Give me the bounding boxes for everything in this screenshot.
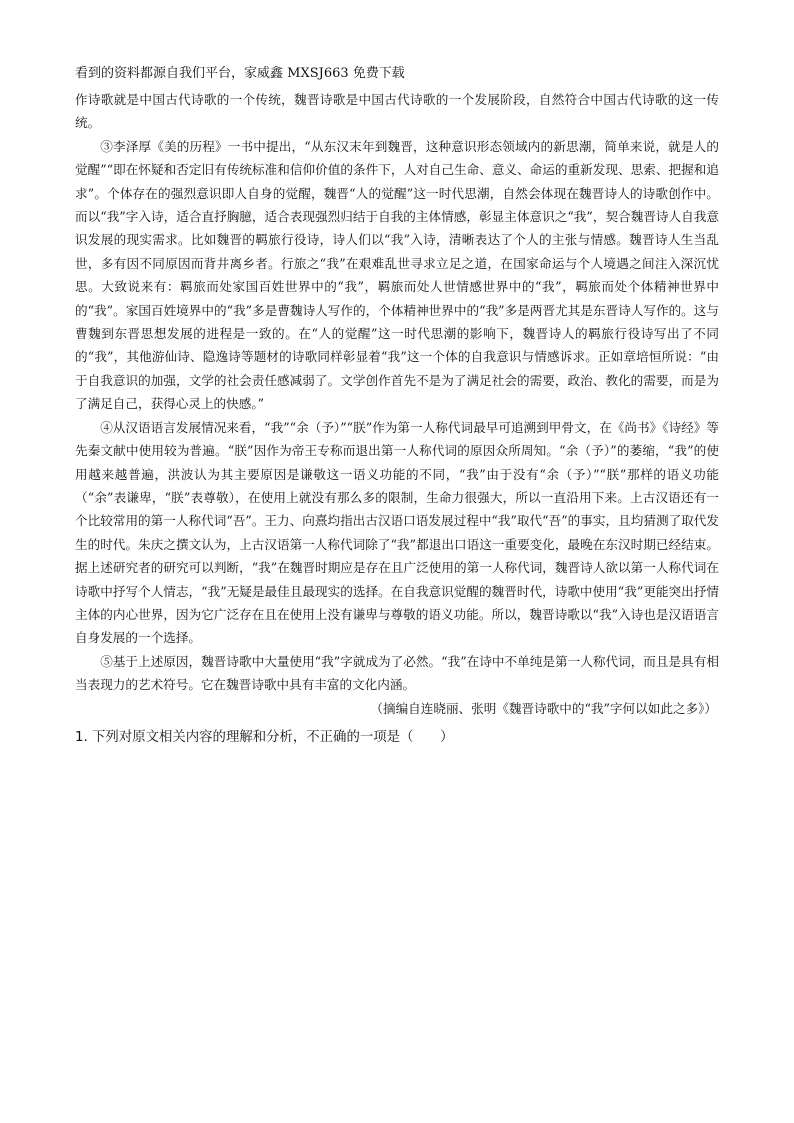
paragraph-5: ⑤基于上述原因，魏晋诗歌中大量使用“我”字就成为了必然。“我”在诗中不单纯是第一人称代词，而且是具有相当表现力的艺术符号。它在魏晋诗歌中具有丰富的文化内涵。 — [75, 653, 719, 693]
paragraph-continuation: 作诗歌就是中国古代诗歌的一个传统，魏晋诗歌是中国古代诗歌的一个发展阶段，自然符合中国古代诗歌的这一传统。 — [75, 92, 719, 131]
source-citation: （摘编自连晓丽、张明《魏晋诗歌中的“我”字何以如此之多》） — [370, 700, 717, 716]
paragraph-4: ④从汉语语言发展情况来看，“我”“余（予）”“朕”作为第一人称代词最早可追溯到甲骨文，在《尚书》《诗经》等先秦文献中使用较为普遍。“朕”因作为帝王专称而退出第一人称代词的原因众所周知。“余（予）”的萎缩，“我”的使用越来越普遍，洪波认为其主要原因是谦敬这一语义功能的不同，“我”由于没有“余（予）”“朕”那样的语义功能（“余”表谦卑，“朕”表尊敬），在使用上就没有那么多的限制，生命力很强大，所以一直沿用下来。上古汉语还有一个比较常用的第一人称代词“吾”。王力、向熹均指出古汉语口语发展过程中“我”取代“吾”的事实，且均猜测了取代发生的时代。朱庆之撰文认为，上古汉语第一人称代词除了“我”都退出口语这一重要变化，最晚在东汉时期已经结束。据上述研究者的研究可以判断，“我”在魏晋时期应是存在且广泛使用的第一人称代词，魏晋诗人欲以第一人称代词在诗歌中抒写个人情志，“我”无疑是最佳且最现实的选择。在自我意识觉醒的魏晋时代，诗歌中使用“我”更能突出抒情主体的内心世界，因为它广泛存在且在使用上没有谦卑与尊敬的语义功能。所以，魏晋诗歌以“我”入诗也是汉语语言自身发展的一个选择。 — [75, 419, 719, 646]
header-banner: 看到的资料都源自我们平台，家威鑫 MXSJ663 免费下载 — [75, 66, 405, 81]
document-page — [75, 64, 719, 750]
question-1: 1. 下列对原文相关内容的理解和分析，不正确的一项是（ ） — [75, 729, 454, 745]
paragraph-3: ③李泽厚《美的历程》一书中提出，“从东汉末年到魏晋，这种意识形态领域内的新思潮，简单来说，就是人的觉醒”“即在怀疑和否定旧有传统标准和信仰价值的条件下，人对自己生命、意义、命运的重新发现、思索、把握和追求”。个体存在的强烈意识即人自身的觉醒，魏晋“人的觉醒”这一时代思潮，自然会体现在魏晋诗人的诗歌创作中。而以“我”字入诗，适合直抒胸臆，适合表现强烈归结于自我的主体情感，彰显主体意识之“我”，契合魏晋诗人自我意识发展的现实需求。比如魏晋的羁旅行役诗，诗人们以“我”入诗，清晰表达了个人的主张与情感。魏晋诗人生当乱世，多有因不同原因而背井离乡者。行旅之“我”在艰难乱世寻求立足之道，在国家命运与个人境遇之间注入深沉忧思。大致说来有：羁旅而处家国百姓世界中的“我”，羁旅而处人世情感世界中的“我”，羁旅而处个体精神世界中的“我”。家国百姓境界中的“我”多是曹魏诗人写作的，个体精神世界中的“我”多是两晋尤其是东晋诗人写作的。这与曹魏到东晋思想发展的进程是一致的。在“人的觉醒”这一时代思潮的影响下，魏晋诗人的羁旅行役诗写出了不同的“我”，其他游仙诗、隐逸诗等题材的诗歌同样彰显着“我”这一个体的自我意识与情感诉求。正如章培恒所说：“由于自我意识的加强，文学的社会责任感减弱了。文学创作首先不是为了满足社会的需要，政治、教化的需要，而是为了满足自己，获得心灵上的快感。” — [75, 138, 719, 412]
